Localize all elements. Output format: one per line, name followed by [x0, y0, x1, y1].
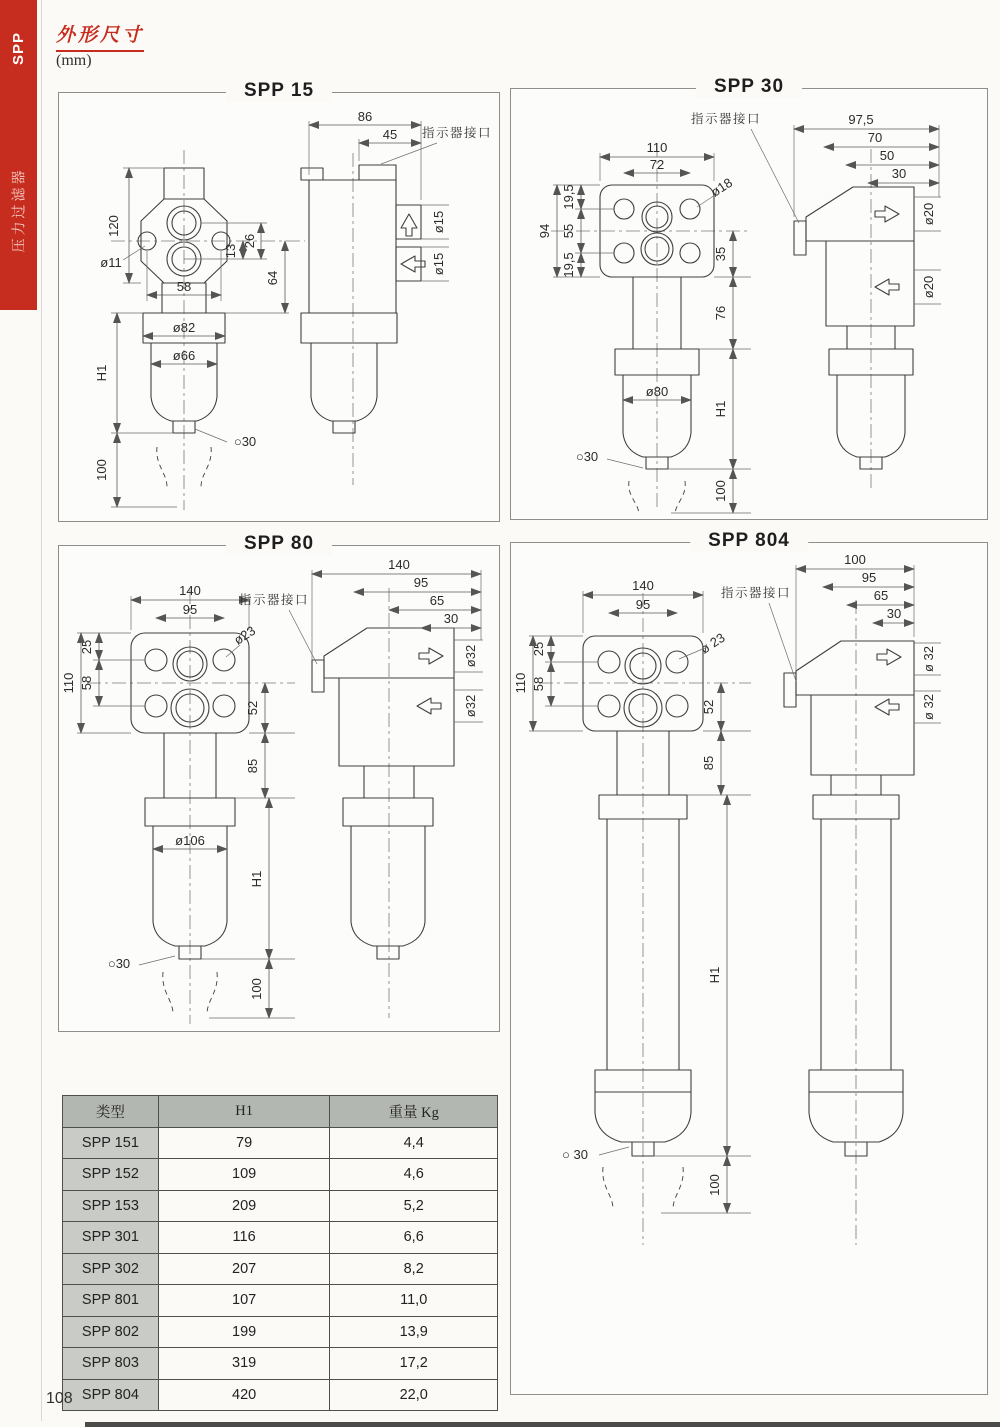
- spp15-drawing: [59, 93, 499, 521]
- dim-label: 95: [182, 602, 198, 617]
- table-cell-type: SPP 801: [63, 1285, 159, 1317]
- spp80-side-view: [312, 588, 454, 1018]
- table-cell-weight: 4,4: [330, 1127, 498, 1159]
- dim-label: 26: [242, 233, 257, 249]
- page-edge-line: [41, 0, 42, 1421]
- panel-spp804: [510, 530, 988, 1395]
- table-cell-type: SPP 151: [63, 1127, 159, 1159]
- dim-label: ø18: [708, 174, 736, 200]
- table-row: [63, 1127, 498, 1159]
- dim-label: ○ 30: [562, 1147, 588, 1162]
- table-cell-type: SPP 153: [63, 1190, 159, 1222]
- indicator-port-label: 指示器接口: [421, 126, 493, 140]
- dim-label: 95: [413, 575, 429, 590]
- table-cell-h1: 109: [158, 1159, 330, 1191]
- dim-label: 64: [265, 270, 280, 286]
- page-number: 108: [46, 1390, 73, 1407]
- dim-label: ø23: [231, 622, 259, 648]
- spp30-drawing: [511, 89, 987, 519]
- dim-label: ø32: [463, 694, 478, 718]
- dim-label: 110: [513, 672, 528, 694]
- dim-label: ø82: [172, 320, 196, 335]
- spp30-side-view: [794, 149, 914, 491]
- dim-label: 30: [891, 166, 907, 181]
- panel-title-spp30: SPP 30: [696, 76, 802, 98]
- dim-label: 30: [443, 611, 459, 626]
- table-row: [63, 1316, 498, 1348]
- table-row: [63, 1190, 498, 1222]
- panel-spp30: [510, 76, 988, 520]
- spp804-side-dims: [721, 552, 941, 723]
- spp80-side-dims: [239, 557, 483, 722]
- dim-label: 100: [713, 480, 728, 502]
- dim-label: ø15: [431, 252, 446, 276]
- dim-label: H1: [713, 400, 728, 418]
- flow-out-arrow: [401, 214, 417, 236]
- dim-label: ○30: [107, 956, 131, 971]
- indicator-port-label: 指示器接口: [690, 112, 762, 126]
- dim-label: 19,5: [561, 252, 576, 278]
- table-cell-h1: 319: [158, 1348, 330, 1380]
- dim-label: 13: [223, 243, 238, 259]
- dim-label: 120: [106, 215, 121, 237]
- flow-out-arrow: [875, 206, 899, 222]
- dim-label: 76: [713, 305, 728, 321]
- column-header-type: 类型: [63, 1096, 159, 1128]
- table-header-row: [63, 1096, 498, 1128]
- dim-label: 110: [61, 672, 76, 694]
- page-title: 外形尺寸: [56, 20, 144, 52]
- table-cell-weight: 8,2: [330, 1253, 498, 1285]
- table-row: [63, 1222, 498, 1254]
- table-row: [63, 1348, 498, 1380]
- dim-label: 100: [94, 459, 109, 481]
- dim-label: ø 32: [921, 693, 936, 721]
- spp15-front-view: [111, 150, 305, 510]
- panel-title-spp80: SPP 80: [226, 533, 332, 555]
- dim-label: 52: [245, 700, 260, 716]
- dim-label: ø66: [172, 348, 196, 363]
- table-cell-type: SPP 804: [63, 1379, 159, 1411]
- dim-label: 35: [713, 246, 728, 262]
- dim-label: 100: [249, 978, 264, 1000]
- scan-edge-strip: [85, 1422, 1000, 1427]
- dim-label: ø20: [921, 202, 936, 226]
- dim-label: 52: [701, 699, 716, 715]
- dimensions-table: [62, 1095, 498, 1411]
- table-cell-weight: 17,2: [330, 1348, 498, 1380]
- table-cell-h1: 420: [158, 1379, 330, 1411]
- dim-label: 95: [635, 597, 651, 612]
- dim-label: 65: [429, 593, 445, 608]
- dim-label: 94: [537, 223, 552, 239]
- dim-label: 140: [179, 583, 201, 598]
- dim-label: ø80: [645, 384, 669, 399]
- panel-spp15: [58, 80, 500, 522]
- dim-label: ø 32: [921, 645, 936, 673]
- table-row: [63, 1379, 498, 1411]
- dim-label: 25: [531, 641, 546, 657]
- table-cell-type: SPP 301: [63, 1222, 159, 1254]
- dim-label: 72: [649, 157, 665, 172]
- table-cell-h1: 207: [158, 1253, 330, 1285]
- table-cell-type: SPP 803: [63, 1348, 159, 1380]
- dim-label: 58: [79, 675, 94, 691]
- series-tab: [0, 8, 37, 88]
- dim-label: 25: [79, 639, 94, 655]
- table-row: [63, 1285, 498, 1317]
- table-cell-h1: 107: [158, 1285, 330, 1317]
- spp15-front-dims: [94, 168, 289, 507]
- table-cell-weight: 5,2: [330, 1190, 498, 1222]
- indicator-port-label: 指示器接口: [720, 586, 792, 600]
- dim-label: 55: [561, 223, 576, 239]
- flow-out-arrow: [419, 648, 443, 664]
- dim-label: 58: [531, 676, 546, 692]
- table-cell-weight: 22,0: [330, 1379, 498, 1411]
- table-cell-type: SPP 802: [63, 1316, 159, 1348]
- flow-in-arrow: [417, 698, 441, 714]
- table-row: [63, 1159, 498, 1191]
- table-cell-h1: 199: [158, 1316, 330, 1348]
- dim-label: 100: [707, 1174, 722, 1196]
- table-cell-h1: 209: [158, 1190, 330, 1222]
- dim-label: 45: [382, 127, 398, 142]
- dim-label: 140: [632, 578, 654, 593]
- series-tab-label: SPP: [9, 31, 27, 65]
- dim-label: ø 23: [697, 629, 728, 657]
- dim-label: 86: [357, 109, 373, 124]
- spp804-drawing: [511, 543, 987, 1394]
- indicator-port-label: 指示器接口: [238, 593, 310, 607]
- spp15-side-view: [301, 153, 425, 485]
- table-cell-weight: 11,0: [330, 1285, 498, 1317]
- dim-label: 30: [886, 606, 902, 621]
- table-cell-h1: 79: [158, 1127, 330, 1159]
- flow-in-arrow: [875, 279, 899, 295]
- dim-label: 140: [388, 557, 410, 572]
- dim-label: 70: [867, 130, 883, 145]
- dim-label: ○30: [233, 434, 257, 449]
- dim-label: 85: [701, 755, 716, 771]
- dim-label: 50: [879, 148, 895, 163]
- spp80-front-dims: [61, 583, 295, 1018]
- spp80-drawing: [59, 546, 499, 1031]
- table-cell-weight: 4,6: [330, 1159, 498, 1191]
- table-cell-type: SPP 302: [63, 1253, 159, 1285]
- dim-label: ø32: [463, 644, 478, 668]
- table-cell-h1: 116: [158, 1222, 330, 1254]
- dim-label: ø15: [431, 210, 446, 234]
- spp15-side-dims: [309, 109, 492, 281]
- dim-label: 58: [176, 279, 192, 294]
- spp804-side-view: [784, 600, 914, 1245]
- panel-title-spp804: SPP 804: [690, 530, 808, 552]
- red-side-tab: [0, 0, 37, 310]
- dim-label: ø106: [175, 833, 205, 848]
- dim-label: ○30: [575, 449, 599, 464]
- dim-label: 95: [861, 570, 877, 585]
- flow-in-arrow: [875, 699, 899, 715]
- dim-label: 100: [844, 552, 866, 567]
- column-header-weight: 重量 Kg: [330, 1096, 498, 1128]
- column-header-h1: H1: [158, 1096, 330, 1128]
- table-cell-weight: 6,6: [330, 1222, 498, 1254]
- dim-label: 110: [646, 140, 668, 155]
- flow-out-arrow: [877, 649, 901, 665]
- dim-label: H1: [249, 870, 264, 888]
- dim-label: H1: [94, 364, 109, 382]
- table-body: [63, 1127, 498, 1411]
- dim-label: H1: [707, 966, 722, 984]
- table-cell-weight: 13,9: [330, 1316, 498, 1348]
- panel-spp80: [58, 533, 500, 1032]
- sidebar-vertical-text: 压力过滤器: [12, 167, 28, 253]
- dim-label: 65: [873, 588, 889, 603]
- dim-label: 19,5: [561, 184, 576, 210]
- table-row: [63, 1253, 498, 1285]
- panel-title-spp15: SPP 15: [226, 80, 332, 102]
- dim-label: 97,5: [848, 112, 874, 127]
- dim-label: ø11: [100, 255, 122, 270]
- dim-label: ø20: [921, 275, 936, 299]
- dim-label: 85: [245, 758, 260, 774]
- spp30-side-dims: [691, 111, 941, 304]
- unit-note: (mm): [56, 52, 92, 69]
- table-cell-type: SPP 152: [63, 1159, 159, 1191]
